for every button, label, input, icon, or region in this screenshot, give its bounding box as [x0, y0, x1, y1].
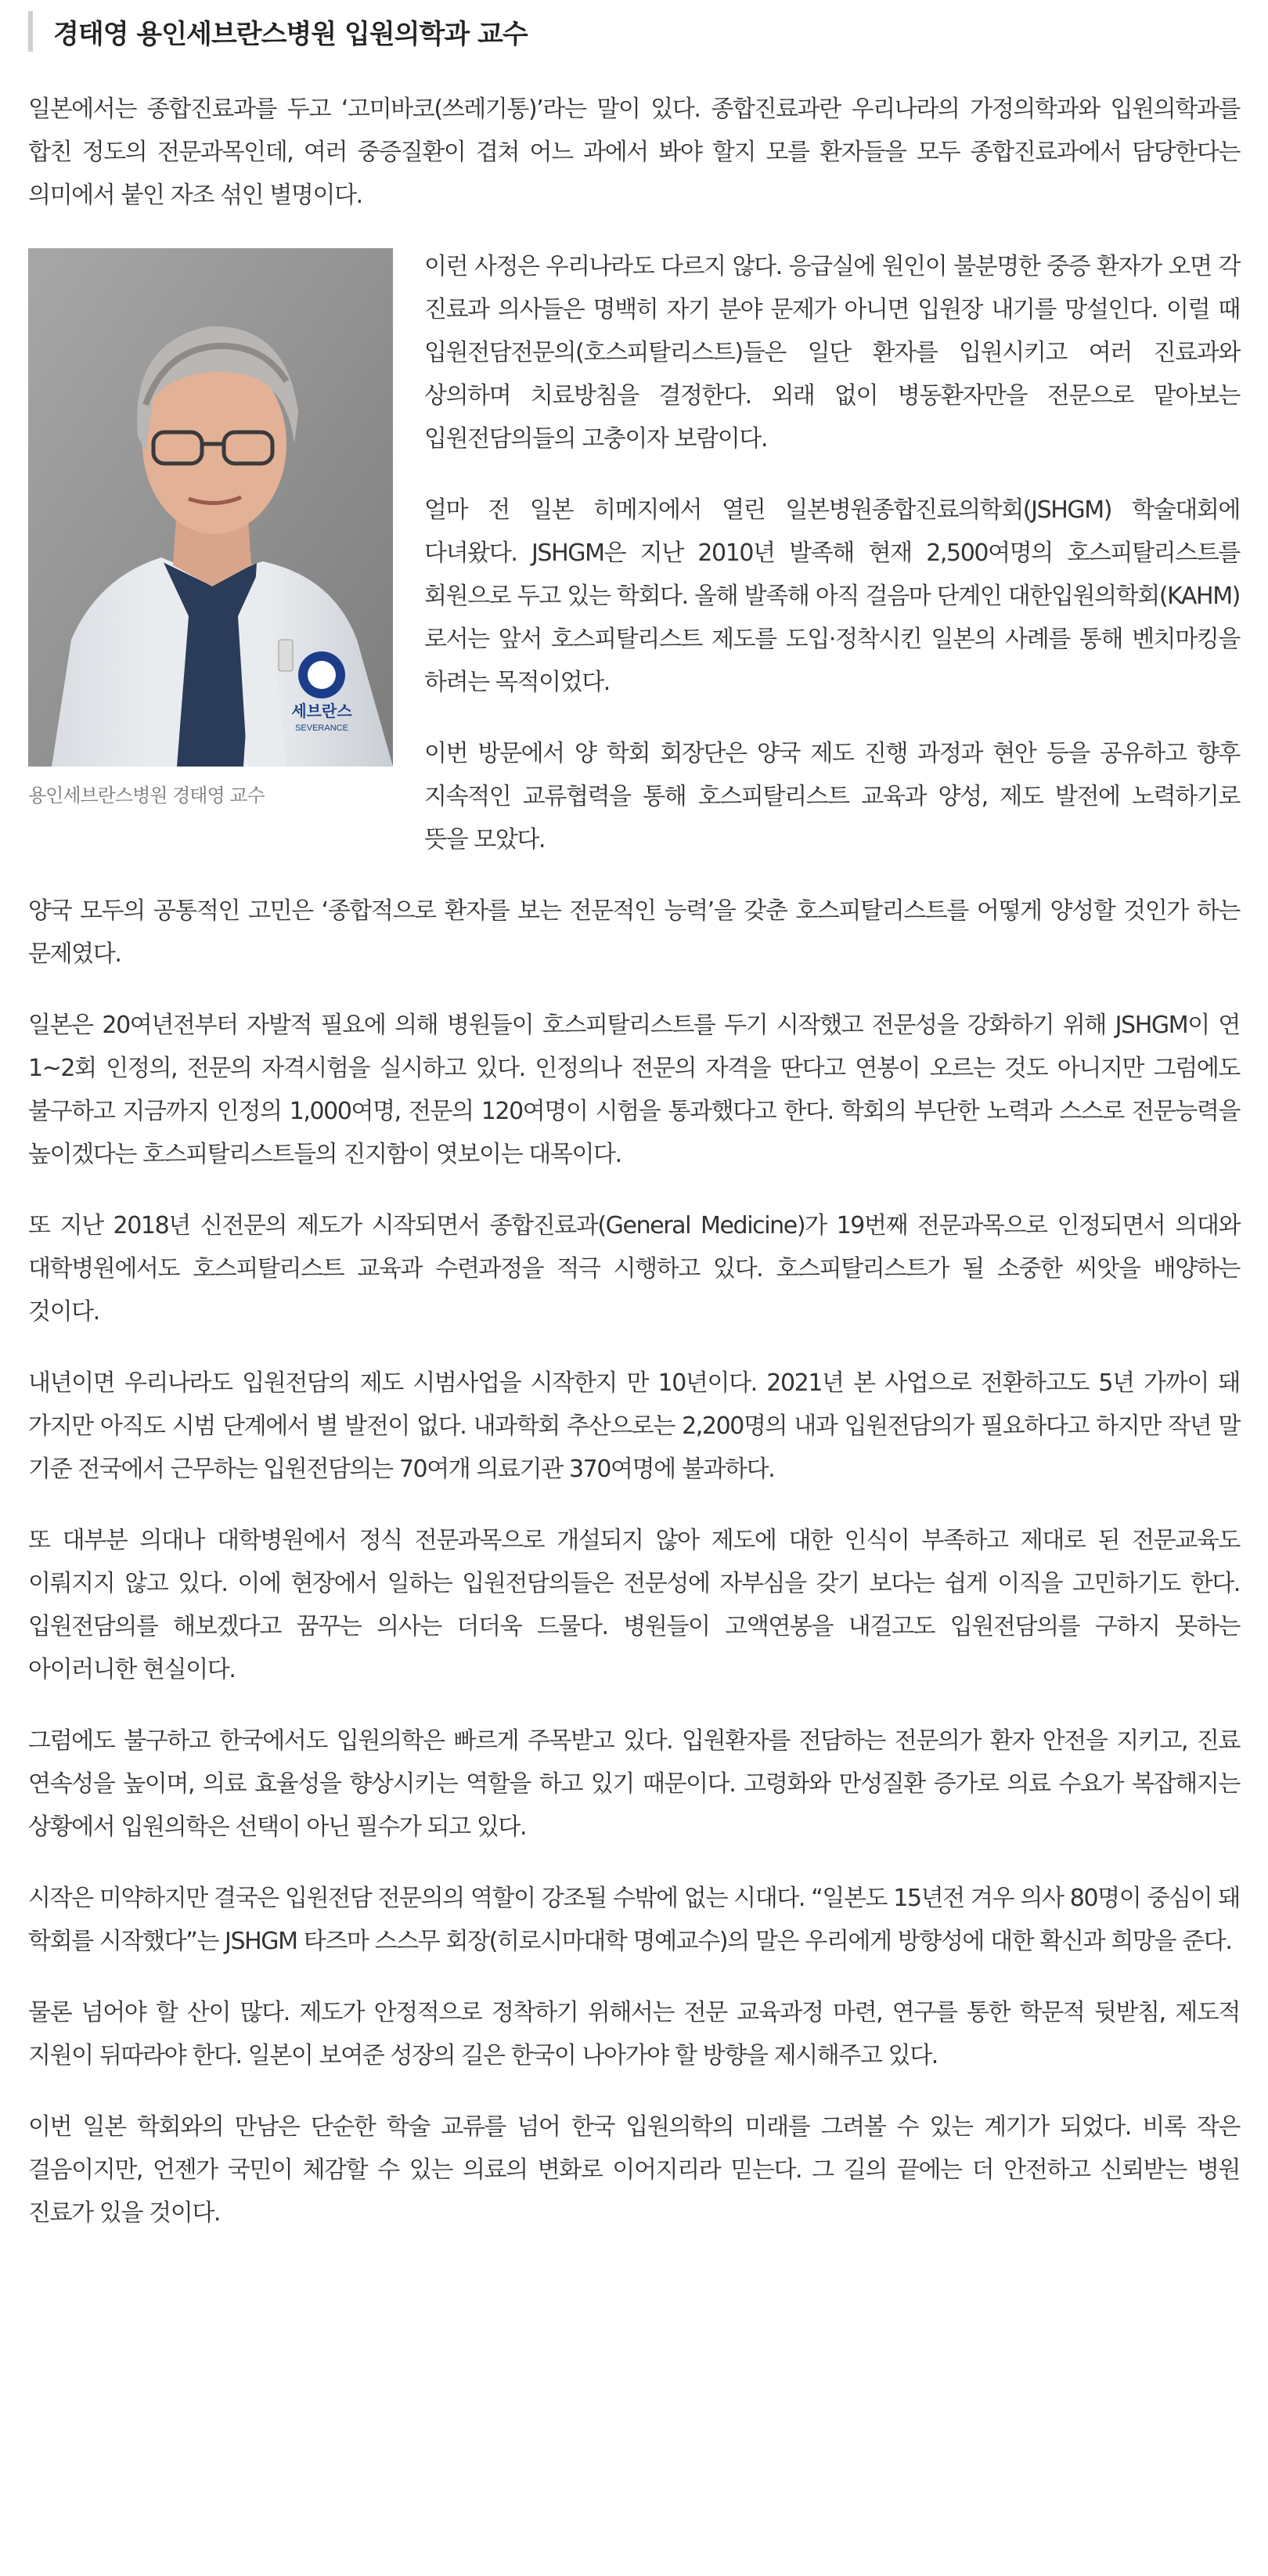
- professor-photo[interactable]: [28, 248, 393, 767]
- paragraph-2: 이런 사정은 우리나라도 다르지 않다. 응급실에 원인이 불분명한 중증 환자가 오면 각 진료과 의사들은 명백히 자기 분야 문제가 아니면 입원장 내기를 망설인다. 이럴 때 입원전담전문의(호스피탈리스트)들은 일단 환자를 입원시키고 여러 진료과와 상의하며 치료방침을 결정한다. 외래 없이 병동환자만을 전문으로 맡아보는 입원전담의들의 고충이자 보람이다.: [424, 253, 1240, 453]
- paragraph-12: 물론 넘어야 할 산이 많다. 제도가 안정적으로 정착하기 위해서는 전문 교육과정 마련, 연구를 통한 학문적 뒷받침, 제도적 지원이 뒤따라야 한다. 일본이 보여준 성장의 길은 한국이 나아가야 할 방향을 제시해주고 있다.: [28, 1999, 1240, 2069]
- paragraph-10: 그럼에도 불구하고 한국에서도 입원의학은 빠르게 주목받고 있다. 입원환자를 전담하는 전문의가 환자 안전을 지키고, 진료 연속성을 높이며, 의료 효율성을 향상시키는 역할을 하고 있기 때문이다. 고령화와 만성질환 증가로 의료 수요가 복잡해지는 상황에서 입원의학은 선택이 아닌 필수가 되고 있다.: [28, 1727, 1240, 1841]
- byline: 경태영 용인세브란스병원 입원의학과 교수: [53, 18, 528, 50]
- paragraph-3: 얼마 전 일본 히메지에서 열린 일본병원종합진료의학회(JSHGM) 학술대회에 다녀왔다. JSHGM은 지난 2010년 발족해 현재 2,500여명의 호스피탈리스트를 회원으로 두고 있는 학회다. 올해 발족해 아직 걸음마 단계인 대한입원의학회(KAHM)로서는 앞서 호스피탈리스트 제도를 도입·정착시킨 일본의 사례를 통해 벤치마킹을 하려는 목적이었다.: [424, 496, 1240, 696]
- photo-caption: 용인세브란스병원 경태영 교수: [28, 785, 265, 806]
- svg-text:SEVERANCE: SEVERANCE: [295, 723, 348, 733]
- paragraph-6: 일본은 20여년전부터 자발적 필요에 의해 병원들이 호스피탈리스트를 두기 시작했고 전문성을 강화하기 위해 JSHGM이 연 1~2회 인정의, 전문의 자격시험을 실시하고 있다. 인정의나 전문의 자격을 딴다고 연봉이 오르는 것도 아니지만 그럼에도 불구하고 지금까지 인정의 1,000여명, 전문의 120여명이 시험을 통과했다고 한다. 학회의 부단한 노력과 스스로 전문능력을 높이겠다는 호스피탈리스트들의 진지함이 엿보이는 대목이다.: [28, 1012, 1240, 1168]
- paragraph-9: 또 대부분 의대나 대학병원에서 정식 전문과목으로 개설되지 않아 제도에 대한 인식이 부족하고 제대로 된 전문교육도 이뤄지지 않고 있다. 이에 현장에서 일하는 입원전담의들은 전문성에 자부심을 갖기 보다는 쉽게 이직을 고민하기도 한다. 입원전담의를 해보겠다고 꿈꾸는 의사는 더더욱 드물다. 병원들이 고액연봉을 내걸고도 입원전담의를 구하지 못하는 아이러니한 현실이다.: [28, 1527, 1240, 1683]
- byline-bar: [28, 11, 1240, 52]
- paragraph-4: 이번 방문에서 양 학회 회장단은 양국 제도 진행 과정과 현안 등을 공유하고 향후 지속적인 교류협력을 통해 호스피탈리스트 교육과 양성, 제도 발전에 노력하기로 뜻을 모았다.: [424, 740, 1240, 853]
- paragraph-13: 이번 일본 학회와의 만남은 단순한 학술 교류를 넘어 한국 입원의학의 미래를 그려볼 수 있는 계기가 되었다. 비록 작은 걸음이지만, 언젠가 국민이 체감할 수 있는 의료의 변화로 이어지리라 믿는다. 그 길의 끝에는 더 안전하고 신뢰받는 병원 진료가 있을 것이다.: [28, 2113, 1240, 2227]
- paragraph-7: 또 지난 2018년 신전문의 제도가 시작되면서 종합진료과(General Medicine)가 19번째 전문과목으로 인정되면서 의대와 대학병원에서도 호스피탈리스트 교육과 수련과정을 적극 시행하고 있다. 호스피탈리스트가 될 소중한 씨앗을 배양하는 것이다.: [28, 1212, 1240, 1326]
- figure: [28, 248, 393, 807]
- paragraph-8: 내년이면 우리나라도 입원전담의 제도 시범사업을 시작한지 만 10년이다. 2021년 본 사업으로 전환하고도 5년 가까이 돼 가지만 아직도 시범 단계에서 별 발전이 없다. 내과학회 추산으로는 2,200명의 내과 입원전담의가 필요하다고 하지만 작년 말 기준 전국에서 근무하는 입원전담의는 70여개 의료기관 370여명에 불과하다.: [28, 1369, 1240, 1483]
- paragraph-11: 시작은 미약하지만 결국은 입원전담 전문의의 역할이 강조될 수밖에 없는 시대다. “일본도 15년전 겨우 의사 80명이 중심이 돼 학회를 시작했다”는 JSHGM 타즈마 스스무 회장(히로시마대학 명예교수)의 말은 우리에게 방향성에 대한 확신과 희망을 준다.: [28, 1885, 1240, 1955]
- article-body: [28, 0, 1240, 2235]
- paragraph-5: 양국 모두의 공통적인 고민은 ‘종합적으로 환자를 보는 전문적인 능력’을 갖춘 호스피탈리스트를 어떻게 양성할 것인가 하는 문제였다.: [28, 897, 1240, 968]
- svg-text:세브란스: 세브란스: [291, 703, 352, 720]
- paragraph-1: 일본에서는 종합진료과를 두고 ‘고미바코(쓰레기통)’라는 말이 있다. 종합진료과란 우리나라의 가정의학과와 입원의학과를 합친 정도의 전문과목인데, 여러 중증질환이 겹쳐 어느 과에서 봐야 할지 모를 환자들을 모두 종합진료과에서 담당한다는 의미에서 붙인 자조 섞인 별명이다.: [28, 96, 1240, 209]
